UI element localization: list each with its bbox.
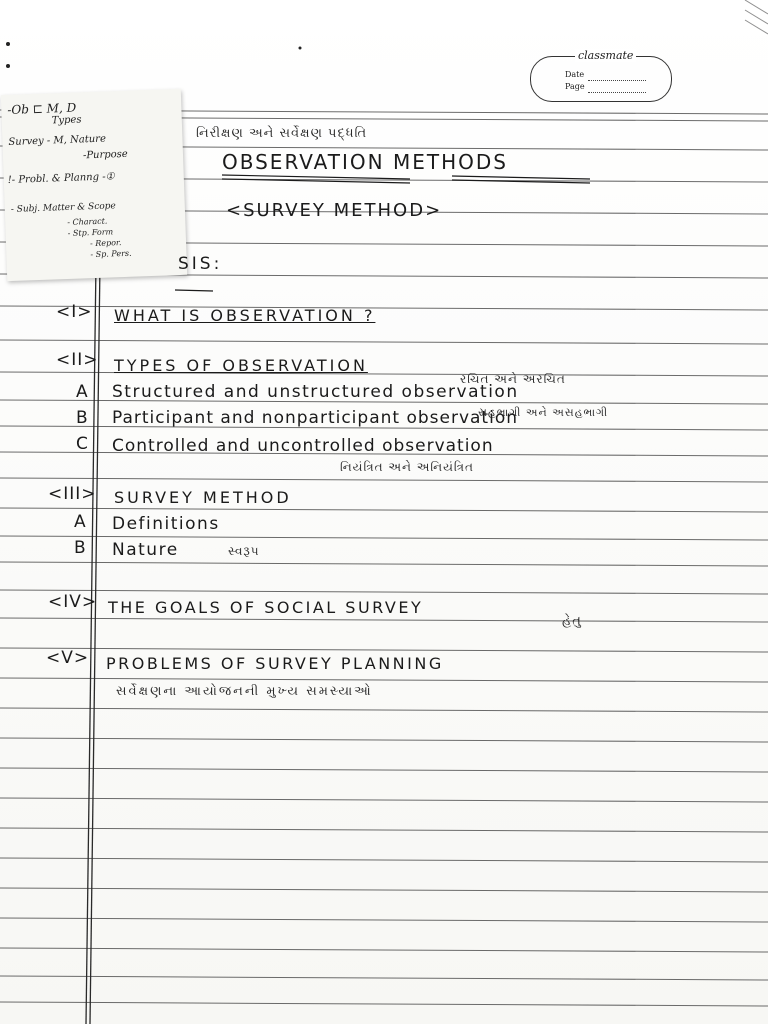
sticky-line: Types: [51, 114, 82, 127]
date-label: Date: [565, 70, 585, 79]
sticky-note: [1, 89, 187, 281]
outline-item-text: Nature: [112, 540, 179, 560]
sticky-line: !- Probl. & Planng -①: [7, 171, 115, 187]
outline-item-text: Controlled and uncontrolled observation: [112, 436, 494, 456]
outline-gujarati-note: રચિત અને અરચિત: [460, 372, 566, 386]
page-title: OBSERVATION METHODS: [222, 150, 508, 174]
sticky-line: Survey - M, Nature: [8, 133, 107, 148]
sticky-line: - Sp. Pers.: [90, 248, 132, 260]
outline-item-text: Structured and unstructured observation: [112, 382, 519, 402]
brand-name: classmate: [575, 49, 636, 62]
outline-letter: B: [74, 538, 87, 558]
outline-gujarati-note: સર્વેક્ષણના આયોજનની મુખ્ય સમસ્યાઓ: [116, 684, 373, 699]
outline-numeral: <II>: [56, 350, 99, 370]
outline-item-text: Participant and nonparticipant observation: [112, 408, 518, 428]
sticky-line: - Stp. Form: [67, 227, 114, 238]
outline-letter: B: [76, 408, 89, 428]
outline-letter: A: [76, 382, 89, 402]
outline-item-text: PROBLEMS OF SURVEY PLANNING: [106, 654, 444, 673]
outline-numeral: <III>: [48, 484, 97, 504]
outline-gujarati-note: સ્વરૂપ: [228, 544, 260, 558]
gujarati-title: નિરીક્ષણ અને સર્વેક્ષણ પદ્ધતિ: [196, 126, 368, 141]
outline-letter: A: [74, 512, 87, 532]
sticky-line: -Purpose: [82, 148, 128, 162]
outline-gujarati-note: સહભાગી અને અસહભાગી: [478, 406, 609, 419]
outline-gujarati-note: હેતુ: [562, 614, 582, 629]
outline-item-text: THE GOALS OF SOCIAL SURVEY: [108, 598, 424, 617]
outline-gujarati-note: નિયંત્રિત અને અનિયંત્રિત: [340, 460, 474, 474]
outline-item-text: WHAT IS OBSERVATION ?: [114, 306, 376, 325]
outline-numeral: <IV>: [48, 592, 98, 612]
date-line: [588, 80, 646, 81]
sticky-line: -Ob ⊏ M, D: [7, 100, 77, 117]
classmate-brand-box: [530, 56, 672, 102]
outline-item-text: Definitions: [112, 514, 220, 534]
outline-numeral: <V>: [46, 648, 90, 668]
outline-letter: C: [76, 434, 89, 454]
outline-item-text: SURVEY METHOD: [114, 488, 292, 507]
outline-numeral: <I>: [56, 302, 93, 322]
page-line: [588, 92, 646, 93]
sticky-line: - Charact.: [67, 216, 108, 227]
sticky-line: - Repor.: [89, 238, 122, 249]
outline-item-text: TYPES OF OBSERVATION: [114, 356, 368, 375]
page-subtitle: <SURVEY METHOD>: [226, 200, 443, 221]
sticky-line: - Subj. Matter & Scope: [10, 201, 116, 215]
syllabus-fragment: SIS:: [178, 254, 223, 274]
page-label: Page: [565, 82, 585, 91]
